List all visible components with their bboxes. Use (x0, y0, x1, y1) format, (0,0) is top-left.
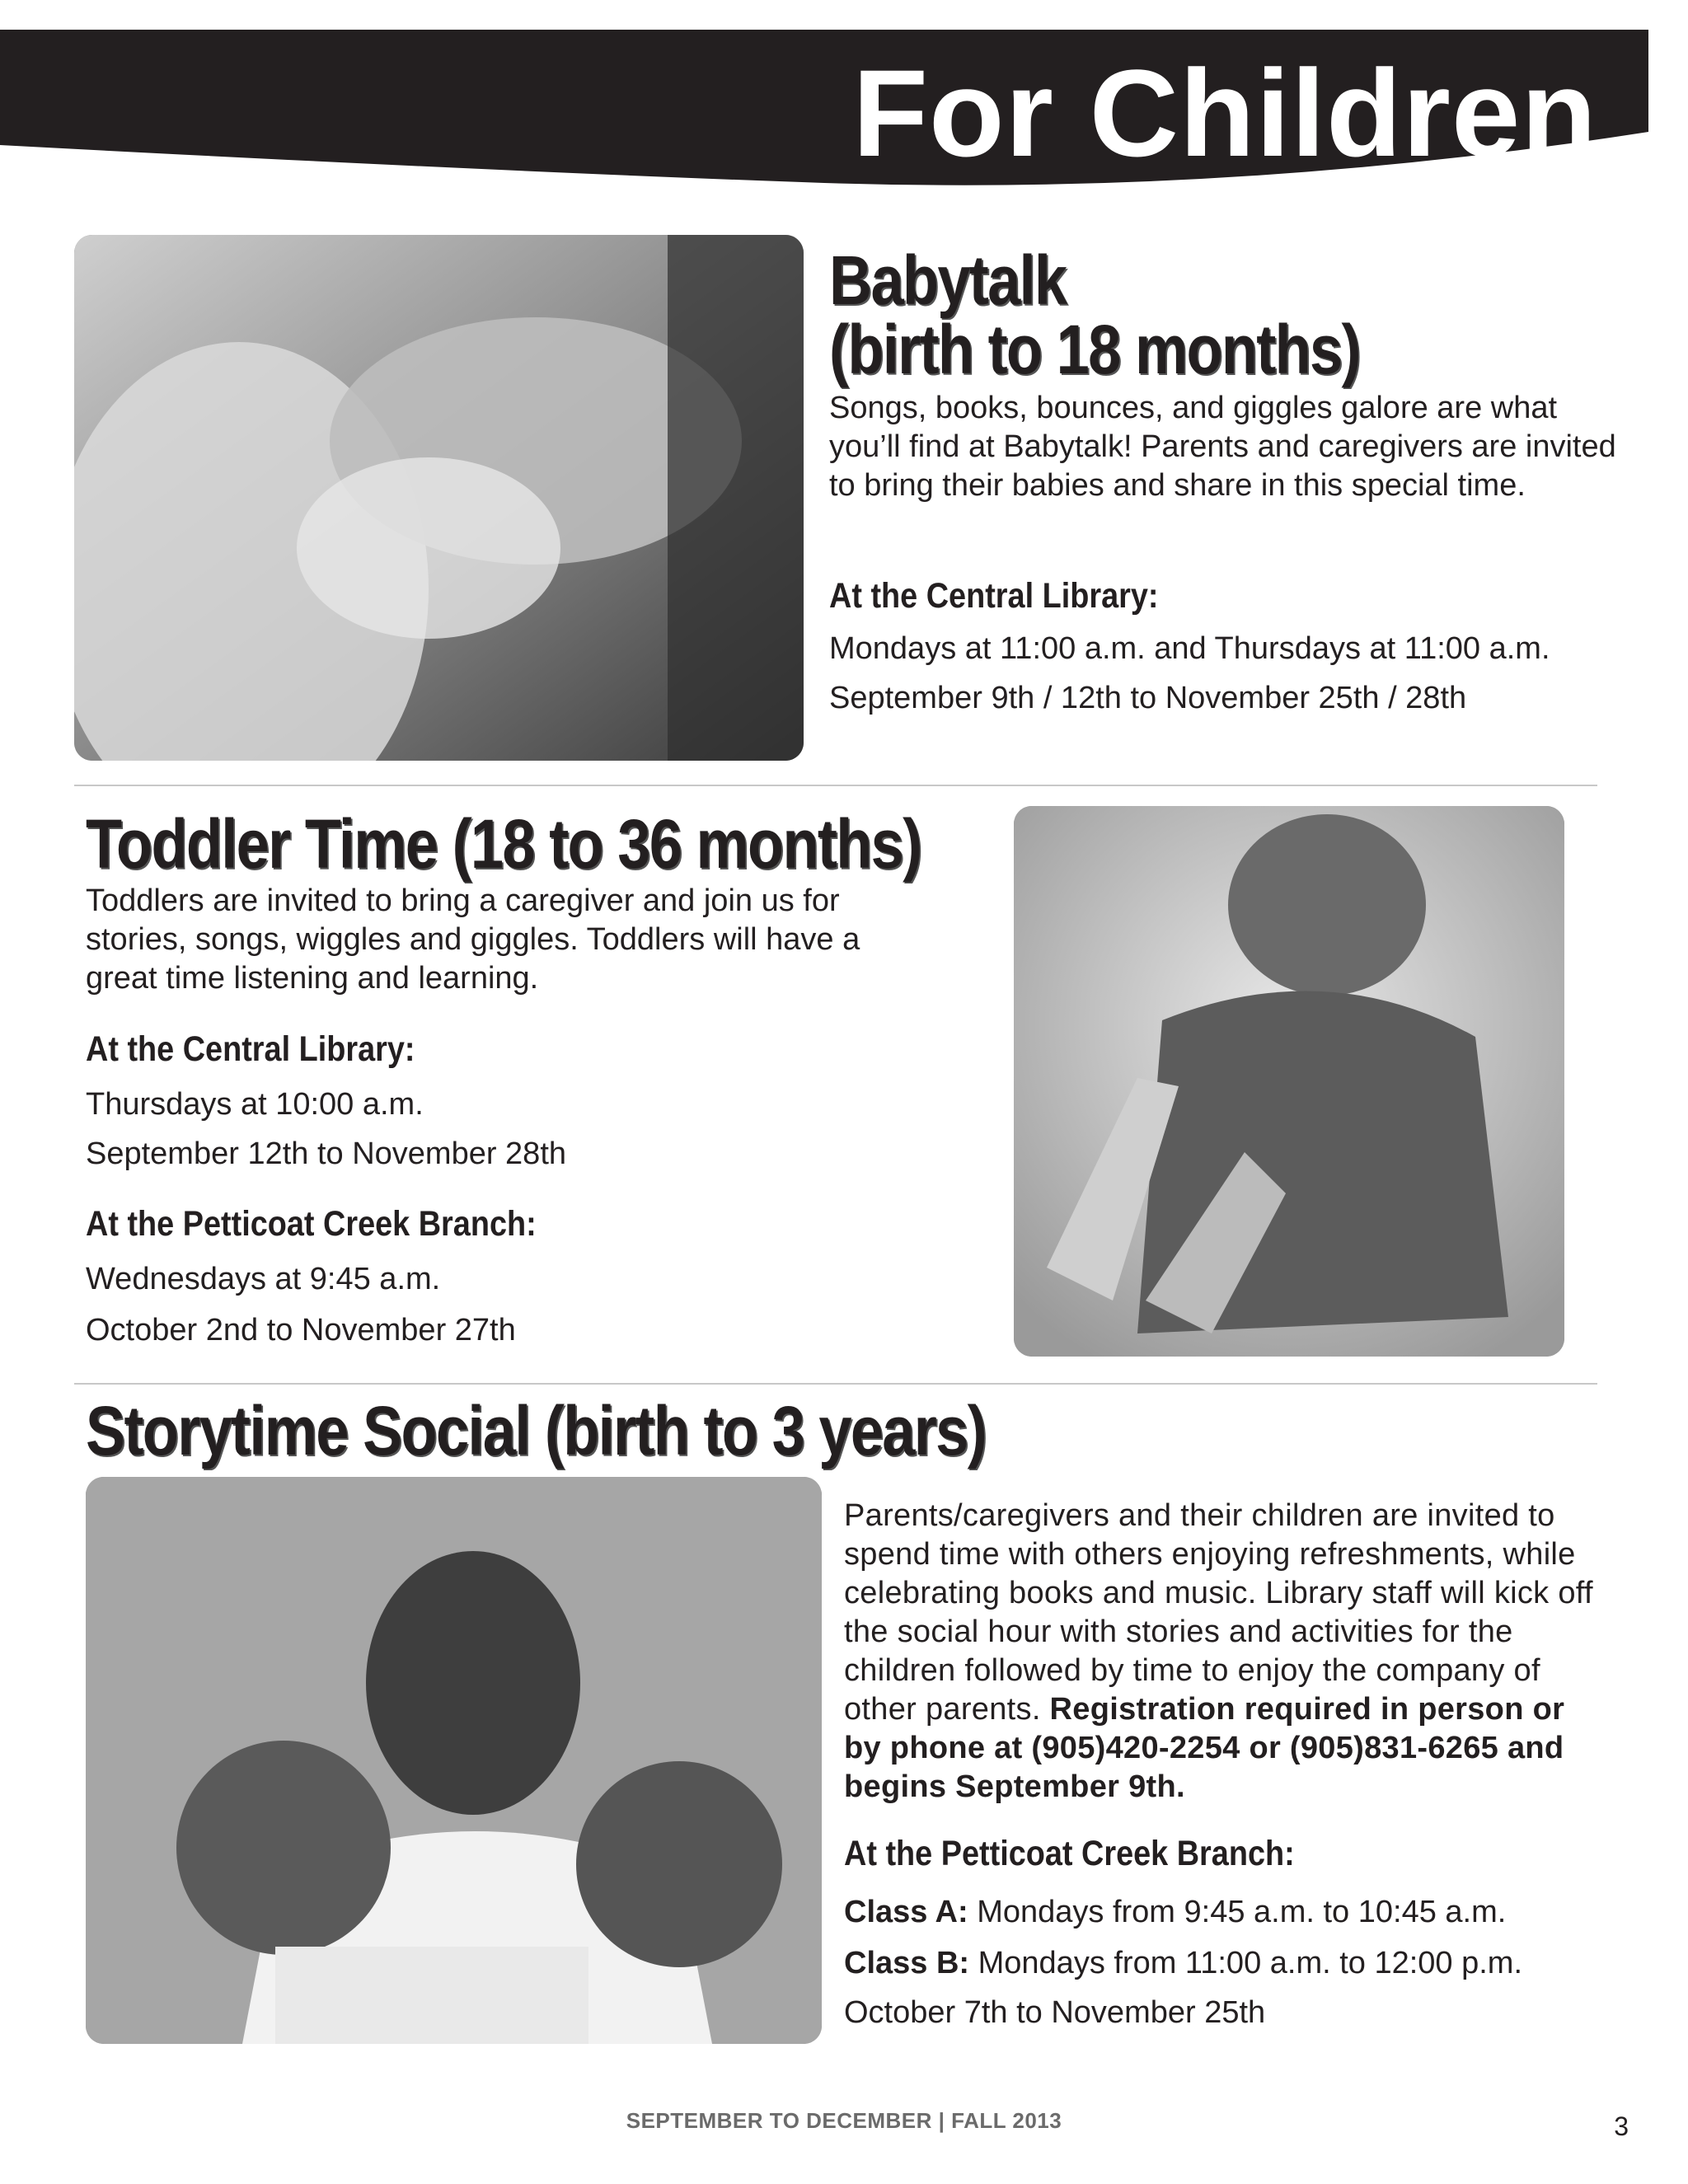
storytime-class-a (844, 1894, 1506, 1932)
class-a-label: Class A: (844, 1895, 968, 1929)
babytalk-dates: September 9th / 12th to November 25th / 28th (829, 681, 1467, 715)
header-banner (0, 0, 1688, 198)
storytime-description-text: Parents/caregivers and their children are invited to spend time with others enjoying refreshments, while celebrating books and music. Library staff will kick off the social hour with stories and activities for the children followed by time to enjoy the company of other parents. (844, 1498, 1593, 1727)
storytime-dates: October 7th to November 25th (844, 1995, 1266, 2030)
storytime-class-b (844, 1945, 1522, 1983)
page-title: For Children (852, 44, 1597, 182)
babytalk-location: At the Central Library: (829, 576, 1159, 616)
toddler-location-petticoat: At the Petticoat Creek Branch: (86, 1204, 537, 1244)
storytime-description (844, 1497, 1602, 1807)
babytalk-photo (74, 235, 804, 761)
babytalk-description: Songs, books, bounces, and giggles galore are what you’ll find at Babytalk! Parents and caregivers are invited to bring their babies and share in this special time. (829, 391, 1616, 503)
toddler-description: Toddlers are invited to bring a caregiver and join us for stories, songs, wiggles and giggles. Toddlers will have a great time listening and learning. (86, 883, 860, 996)
toddler-title: Toddler Time (18 to 36 months) (86, 805, 921, 883)
toddler-location-central: At the Central Library: (86, 1029, 415, 1069)
toddler-dates-central: September 12th to November 28th (86, 1137, 567, 1171)
babytalk-title-line2: (birth to 18 months) (829, 311, 1360, 388)
babytalk-title-line1: Babytalk (829, 241, 1067, 319)
class-a-time: Mondays from 9:45 a.m. to 10:45 a.m. (977, 1895, 1507, 1929)
storytime-title: Storytime Social (birth to 3 years) (86, 1392, 986, 1469)
toddler-schedule-central: Thursdays at 10:00 a.m. (86, 1087, 424, 1122)
toddler-schedule-petticoat: Wednesdays at 9:45 a.m. (86, 1262, 441, 1296)
toddler-dates-petticoat: October 2nd to November 27th (86, 1313, 516, 1347)
toddler-photo (1014, 806, 1564, 1357)
babytalk-schedule: Mondays at 11:00 a.m. and Thursdays at 11:00 a.m. (829, 631, 1550, 666)
page-number: 3 (1614, 2111, 1629, 2141)
footer-text: SEPTEMBER TO DECEMBER | FALL 2013 (626, 2108, 1062, 2133)
section-divider (74, 785, 1597, 786)
storytime-photo (86, 1477, 822, 2044)
class-b-time: Mondays from 11:00 a.m. to 12:00 p.m. (978, 1946, 1523, 1980)
storytime-location: At the Petticoat Creek Branch: (844, 1834, 1295, 1873)
storytime-registration: Registration required in person or by phone at (905)420-2254 or (905)831-6265 and begins September 9th. (844, 1692, 1565, 1804)
section-divider (74, 1383, 1597, 1385)
class-b-label: Class B: (844, 1946, 970, 1980)
